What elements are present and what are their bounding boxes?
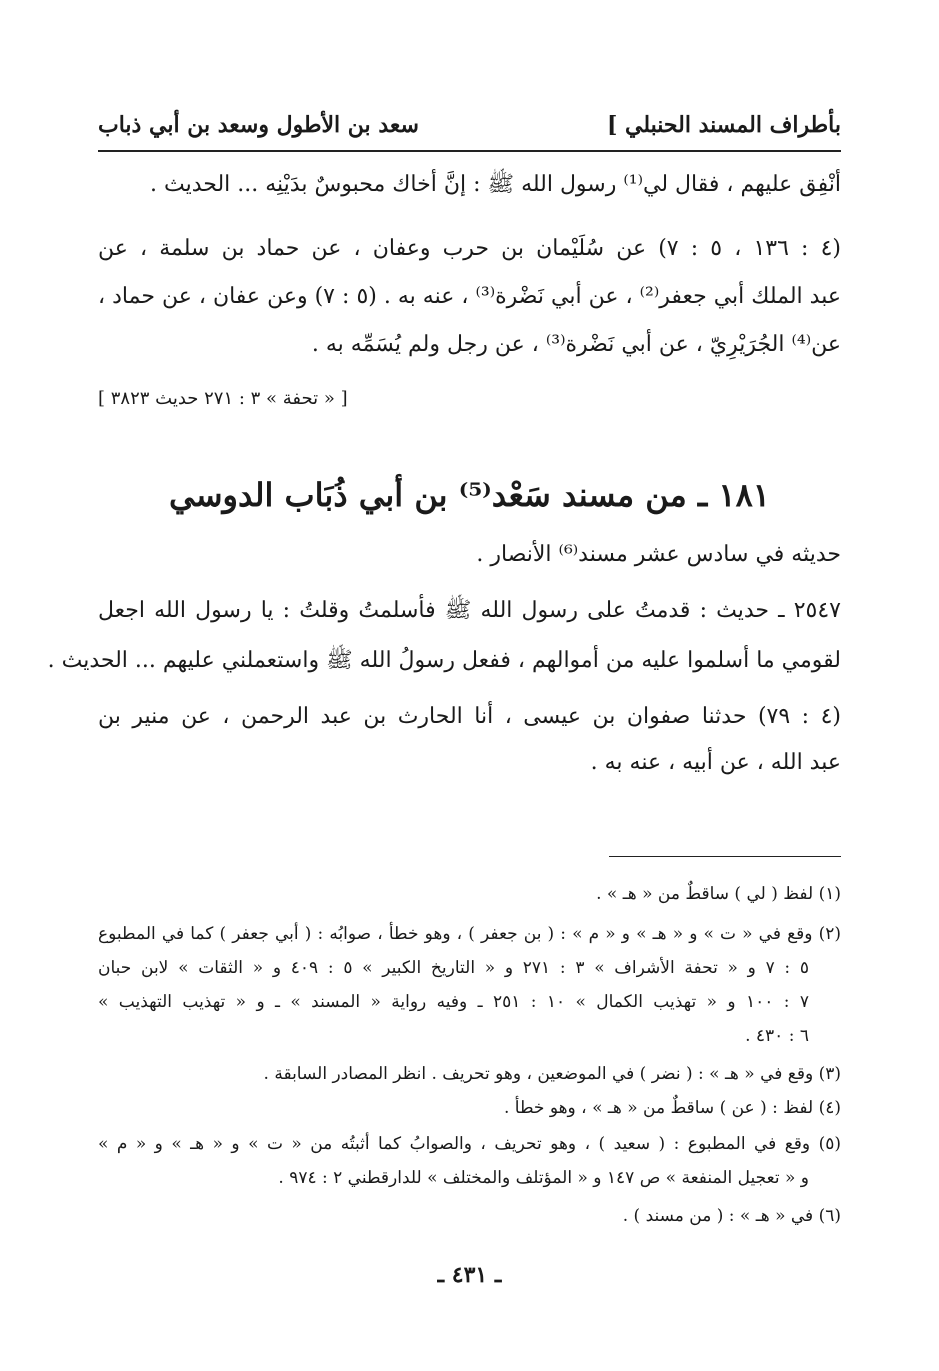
isnad-line: (٤ : ٧٩) حدثنا صفوان بن عيسى ، أنا الحارث بن عبد الرحمن ، عن منير بن [98,704,841,729]
running-header-book-title: بأطراف المسند الحنبلي ] [606,112,841,138]
footnote-line: و « تعجيل المنفعة » ص ١٤٧ و « المؤتلف والمختلف » للدارقطني ٢ : ٩٧٤ . [278,1168,809,1188]
footnote-line: (٣) وقع في « هـ » : ( نضر ) في الموضعين ، وهو تحريف . انظر المصادر السابقة . [263,1064,841,1084]
footnote-line: (٦) في « هـ » : ( من مسند ) . [622,1206,841,1226]
body-line: (٤ : ١٣٦ ، ٥ : ٧) عن سُلَيْمان بن حرب وعفان ، عن حماد بن سلمة ، عن [98,236,841,261]
hadith-line: ٢٥٤٧ ـ حديث : قدمتُ على رسول الله ﷺ فأسلمتُ وقلتُ : يا رسول الله اجعل [98,598,841,623]
body-line: عن⁽⁴⁾ الجُرَيْرِيّ ، عن أبي نَضْرة⁽³⁾ ، عن رجل ولم يُسَمِّه به . [311,332,841,357]
footnote-line: (٢) وقع في « ت » و « هـ » و « م » : ( بن جعفر ) ، وهو خطأ ، صوابُه : ( أبي جعفر ) كما في المطبوع [98,924,841,944]
header-rule [98,150,841,152]
tuhfa-reference: [ « تحفة » ٣ : ٢٧١ حديث ٣٨٢٣ ] [98,388,348,409]
footnote-line: ٦ : ٤٣٠ . [745,1026,809,1046]
footnote-line: ٥ : ٧ و « تحفة الأشراف » ٣ : ٢٧١ و « التاريخ الكبير » ٥ : ٤٠٩ و « الثقات » لابن حبان [98,958,809,978]
body-line: أنْفِق عليهم ، فقال لي⁽¹⁾ رسول الله ﷺ : إنَّ أخاك محبوسٌ بدَيْنِه ... الحديث . [149,172,841,197]
footnote-line: (٥) وقع في المطبوع : ( سعيد ) ، وهو تحريف ، والصوابُ كما أثبتُه من « ت » و « هـ » و « م » [98,1134,841,1154]
running-header-chapter-title: سعد بن الأطول وسعد بن أبي ذباب [98,112,419,138]
body-line: عبد الملك أبي جعفر⁽²⁾ ، عن أبي نَضْرة⁽³⁾ ، عنه به . (٥ : ٧) وعن عفان ، عن حماد ، [98,284,841,309]
footnote-line: (٤) لفظ : ( عن ) ساقطٌ من « هـ » ، وهو خطأ . [503,1098,841,1118]
isnad-line: عبد الله ، عن أبيه ، عنه به . [590,750,841,775]
footnote-line: ٧ : ١٠٠ و « تهذيب الكمال » ١٠ : ٢٥١ ـ وفيه رواية « المسند » ـ و « تهذيب التهذيب » [98,992,809,1012]
section-line: حديثه في سادس عشر مسند⁽⁶⁾ الأنصار . [476,542,841,567]
section-title: ١٨١ ـ من مسند سَعْد⁽⁵⁾ بن أبي ذُبَاب الدوسي [169,476,770,514]
footnote-line: (١) لفظ ( لي ) ساقطٌ من « هـ » . [596,884,841,904]
hadith-line: لقومي ما أسلموا عليه من أموالهم ، ففعل رسولُ الله ﷺ واستعملني عليهم ... الحديث . [47,648,841,673]
footnote-rule [609,856,841,857]
page-number: ـ ٤٣١ ـ [437,1262,502,1288]
